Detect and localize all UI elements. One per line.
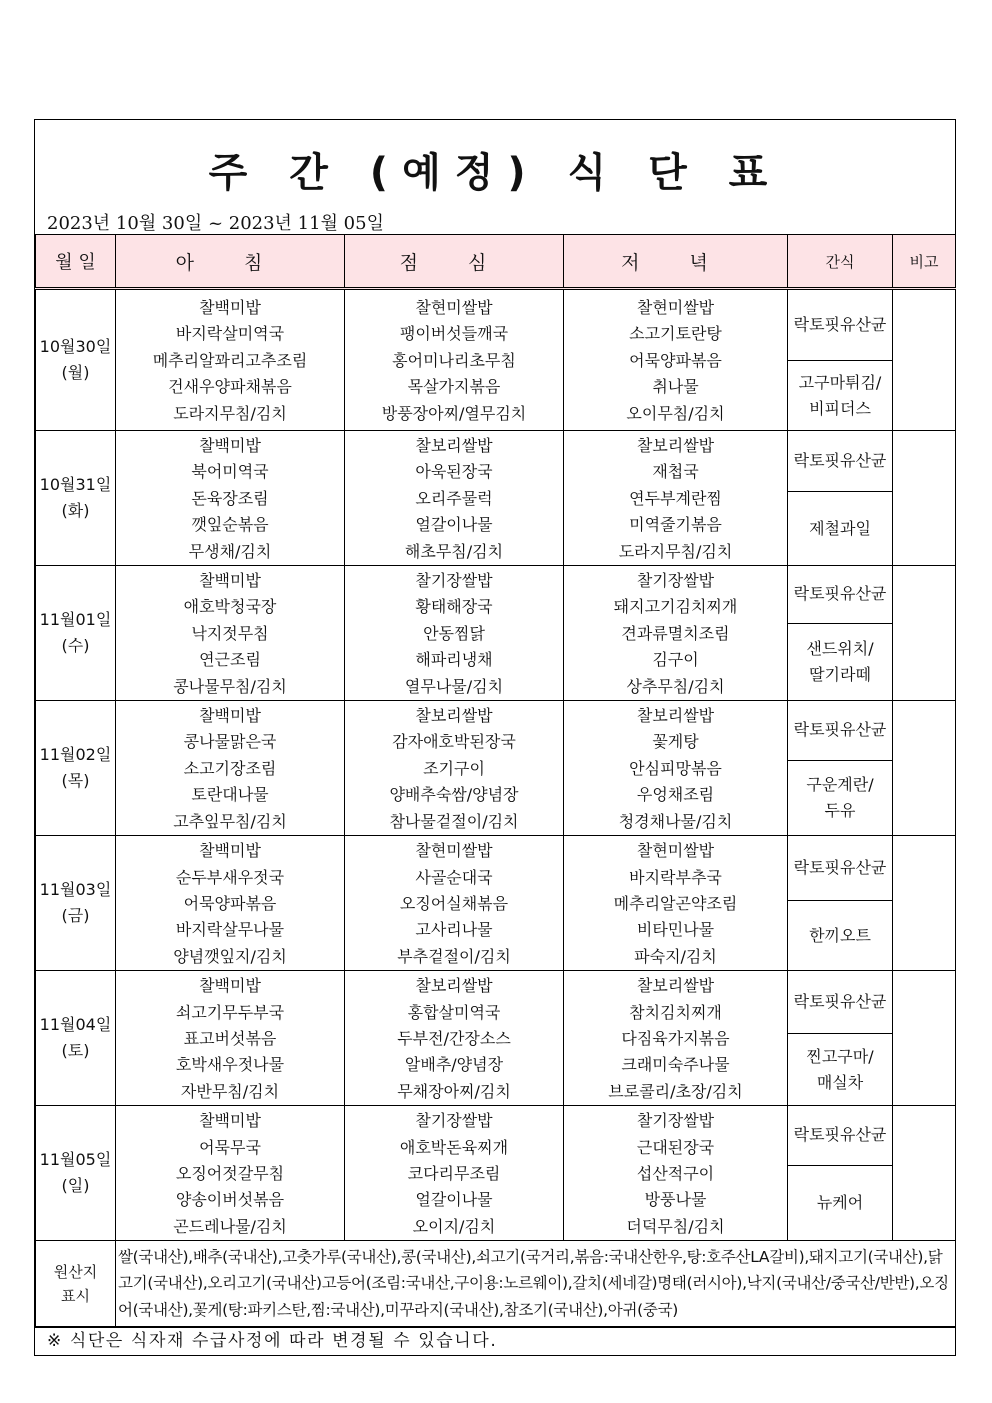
dinner-item: 비타민나물 [636,920,715,940]
lunch-item: 얼갈이나물 [415,515,493,535]
snack-line: 비피더스 [809,398,871,418]
lunch-item: 찰기장쌀밥 [415,1111,493,1131]
day-cell [36,566,116,701]
day-date: 11월04일 [39,1015,112,1035]
header-snack: 간식 [788,235,893,289]
origin-row [36,1241,956,1327]
dinner-item: 찰보리쌀밥 [636,436,715,455]
breakfast-item: 양념깻잎지/김치 [173,946,287,966]
breakfast-item: 돈육장조림 [191,488,269,508]
header-breakfast: 아 침 [116,235,345,289]
lunch-item: 오이지/김치 [412,1216,496,1236]
lunch-cell [345,701,564,836]
lunch-cell [345,1106,564,1241]
dinner-item: 도라지무침/김치 [618,541,733,561]
lunch-item: 오리주물럭 [415,488,493,508]
breakfast-cell [116,1106,345,1241]
dinner-item: 연두부계란찜 [629,488,722,508]
menu-sheet [34,119,956,1356]
dinner-cell [564,289,788,431]
snack-cell [788,760,893,835]
lunch-cell [345,836,564,971]
snack-probiotic: 락토핏유산균 [788,431,893,492]
lunch-item: 찰현미쌀밥 [415,297,493,317]
lunch-item: 애호박돈육찌개 [399,1137,509,1157]
lunch-item: 찰보리쌀밥 [415,706,493,726]
snack-line: 샌드위치/ [806,638,874,658]
lunch-item: 팽이버섯들깨국 [399,324,509,344]
dinner-item: 찰보리쌀밥 [636,976,715,996]
breakfast-item: 어묵무국 [199,1137,261,1157]
origin-label [36,1241,116,1327]
snack-line: 두유 [824,800,856,820]
snack-probiotic: 락토핏유산균 [788,971,893,1034]
lunch-item: 사골순대국 [415,867,493,887]
note-cell [893,701,956,836]
note-cell [893,1106,956,1241]
lunch-item: 얼갈이나물 [415,1190,493,1210]
dinner-item: 견과류멸치조림 [621,623,730,643]
breakfast-item: 표고버섯볶음 [183,1028,277,1048]
dinner-item: 우엉채조림 [636,785,715,805]
lunch-cell [345,289,564,431]
lunch-item: 황태해장국 [415,597,493,617]
snack-line: 뉴케어 [816,1192,864,1212]
dinner-item: 찰보리쌀밥 [636,706,715,726]
snack-line: 고구마튀김/ [798,372,882,392]
day-row [36,566,956,624]
breakfast-item: 무생채/김치 [188,541,272,561]
snack-line: 매실차 [816,1072,864,1092]
header-dinner: 저 녁 [564,235,788,289]
day-weekday: (일) [61,1176,90,1196]
breakfast-item: 찰백미밥 [199,571,261,591]
day-weekday: (금) [61,906,90,926]
dinner-item: 찰현미쌀밥 [636,297,715,317]
day-weekday: (월) [61,363,90,382]
breakfast-item: 도라지무침/김치 [173,403,287,423]
day-row [36,701,956,761]
day-date: 10월31일 [39,475,112,495]
lunch-item: 참나물겉절이/김치 [389,811,519,831]
breakfast-cell [116,836,345,971]
breakfast-item: 바지락살미역국 [175,324,285,344]
dinner-item: 근대된장국 [636,1137,715,1157]
lunch-item: 양배추숙쌈/양념장 [389,785,519,805]
day-date: 11월03일 [39,880,112,900]
dinner-item: 더덕무침/김치 [626,1216,725,1236]
header-row [36,235,956,289]
breakfast-cell [116,566,345,701]
day-cell [36,431,116,566]
day-cell [36,836,116,971]
lunch-item: 알배추/양념장 [404,1055,504,1075]
lunch-item: 찰기장쌀밥 [415,571,493,591]
day-weekday: (토) [61,1041,90,1061]
dinner-item: 섭산적구이 [636,1163,715,1183]
lunch-item: 홍어미나리초무침 [392,350,516,370]
snack-cell [788,492,893,566]
snack-probiotic: 락토핏유산균 [788,701,893,761]
dinner-item: 바지락부추국 [629,867,722,887]
lunch-item: 무채장아찌/김치 [397,1081,511,1101]
lunch-item: 목살가지볶음 [407,377,501,397]
dinner-item: 어묵양파볶음 [629,350,722,370]
day-row [36,431,956,492]
breakfast-item: 소고기장조림 [183,758,277,778]
origin-text: 쌀(국내산),배추(국내산),고춧가루(국내산),콩(국내산),쇠고기(국거리,볶음:국내산한우,탕:호주산LA갈비),돼지고기(국내산),닭고기(국내산),오리고기(국내산)고등어(조림:국내산,구이용:노르웨이),갈치(세네갈)명태(러시아),낙지(국내산/중국산/반반),오징어(국내산),꽃게(탕:파키스탄,찜:국내산),미꾸라지(국내산),참조기(국내산),아귀(중국) [116,1241,956,1327]
menu-table [35,234,956,1327]
breakfast-item: 찰백미밥 [199,841,261,861]
day-cell [36,289,116,431]
lunch-item: 조기구이 [423,758,485,778]
dinner-item: 안심피망볶음 [629,758,722,778]
snack-cell [788,900,893,970]
breakfast-item: 찰백미밥 [199,706,261,726]
snack-probiotic: 락토핏유산균 [788,1106,893,1166]
breakfast-item: 건새우양파채볶음 [168,377,292,397]
snack-line: 딸기라떼 [809,664,871,684]
lunch-item: 오징어실채볶음 [399,893,509,913]
day-weekday: (목) [61,771,90,791]
snack-probiotic: 락토핏유산균 [788,836,893,901]
day-weekday: (화) [61,501,90,521]
period-range: 2023년 10월 30일 ~ 2023년 11월 05일 [47,213,384,234]
snack-cell [788,1165,893,1241]
day-date: 11월05일 [39,1150,112,1170]
day-row [36,289,956,361]
snack-line: 찐고구마/ [806,1046,874,1066]
lunch-item: 감자애호박된장국 [392,732,516,752]
snack-cell [788,623,893,700]
day-date: 11월01일 [39,610,112,630]
menu-body [36,289,956,1241]
dinner-item: 찰현미쌀밥 [636,841,715,861]
breakfast-item: 연근조림 [199,650,261,670]
day-date: 10월30일 [39,337,112,356]
dinner-item: 취나물 [652,377,699,397]
day-row [36,971,956,1034]
dinner-item: 파숙지/김치 [634,946,717,966]
dinner-cell [564,701,788,836]
lunch-item: 코다리무조림 [407,1163,501,1183]
breakfast-item: 곤드레나물/김치 [173,1216,287,1236]
breakfast-item: 애호박청국장 [183,597,277,617]
snack-line: 한끼오트 [809,925,871,945]
note-cell [893,289,956,431]
breakfast-cell [116,289,345,431]
breakfast-item: 고추잎무침/김치 [173,811,287,831]
dinner-item: 브로콜리/초장/김치 [608,1081,743,1101]
breakfast-item: 자반무침/김치 [180,1081,280,1101]
header-note: 비고 [893,235,956,289]
dinner-item: 다짐육가지볶음 [621,1028,730,1048]
snack-cell [788,361,893,431]
day-row [36,836,956,901]
breakfast-item: 순두부새우젓국 [175,867,285,887]
snack-probiotic: 락토핏유산균 [788,566,893,624]
dinner-cell [564,566,788,701]
dinner-cell [564,836,788,971]
day-date: 11월02일 [39,745,112,765]
note-cell [893,971,956,1106]
breakfast-item: 바지락살무나물 [175,920,285,940]
dinner-item: 꽃게탕 [652,732,699,752]
dinner-item: 크래미숙주나물 [621,1055,730,1075]
dinner-item: 청경채나물/김치 [618,811,733,831]
breakfast-item: 찰백미밥 [199,976,261,996]
breakfast-item: 깻잎순볶음 [191,515,269,535]
header-day: 월 일 [36,235,116,289]
dinner-cell [564,971,788,1106]
breakfast-item: 어묵양파볶음 [183,893,277,913]
dinner-item: 찰기장쌀밥 [636,1111,715,1131]
dinner-item: 김구이 [652,650,699,670]
dinner-item: 미역줄기볶음 [629,515,722,535]
footnote: ※ 식단은 식자재 수급사정에 따라 변경될 수 있습니다. [35,1327,955,1355]
origin-label-line2: 표시 [61,1286,90,1305]
lunch-item: 부추겉절이/김치 [397,946,511,966]
lunch-item: 해파리냉채 [415,650,493,670]
breakfast-cell [116,701,345,836]
page-title: 주 간 (예정) 식 단 표 [208,149,782,196]
dinner-item: 찰기장쌀밥 [636,571,715,591]
day-cell [36,1106,116,1241]
dinner-cell [564,431,788,566]
dinner-item: 돼지고기김치찌개 [613,597,738,617]
breakfast-item: 북어미역국 [191,462,269,482]
header-lunch: 점 심 [345,235,564,289]
snack-cell [788,1034,893,1106]
dinner-item: 오이무침/김치 [626,403,725,423]
lunch-item: 열무나물/김치 [404,676,504,696]
dinner-item: 소고기토란탕 [629,324,722,344]
lunch-cell [345,431,564,566]
lunch-item: 홍합살미역국 [407,1002,501,1022]
breakfast-item: 콩나물맑은국 [183,732,277,752]
day-row [36,1106,956,1166]
lunch-item: 방풍장아찌/열무김치 [381,403,527,423]
day-cell [36,971,116,1106]
breakfast-item: 찰백미밥 [199,1111,261,1131]
snack-line: 제철과일 [809,518,871,538]
note-cell [893,566,956,701]
breakfast-item: 찰백미밥 [199,436,261,455]
breakfast-cell [116,431,345,566]
breakfast-item: 메추리알꽈리고추조림 [152,350,308,370]
dinner-item: 참치김치찌개 [629,1002,722,1022]
snack-line: 구운계란/ [806,774,874,794]
day-cell [36,701,116,836]
breakfast-item: 쇠고기무두부국 [175,1002,285,1022]
lunch-item: 고사리나물 [415,920,493,940]
breakfast-cell [116,971,345,1106]
lunch-item: 찰보리쌀밥 [415,976,493,996]
dinner-item: 메추리알곤약조림 [613,893,738,913]
lunch-item: 아욱된장국 [415,462,493,482]
origin-label-line1: 원산지 [53,1262,98,1281]
dinner-item: 상추무침/김치 [626,676,725,696]
note-cell [893,836,956,971]
note-cell [893,431,956,566]
lunch-item: 찰현미쌀밥 [415,841,493,861]
dinner-cell [564,1106,788,1241]
lunch-item: 찰보리쌀밥 [415,436,493,455]
dinner-item: 방풍나물 [644,1190,707,1210]
breakfast-item: 찰백미밥 [199,297,261,317]
breakfast-item: 양송이버섯볶음 [175,1190,285,1210]
breakfast-item: 콩나물무침/김치 [173,676,287,696]
breakfast-item: 토란대나물 [191,785,269,805]
snack-probiotic: 락토핏유산균 [788,289,893,361]
breakfast-item: 호박새우젓나물 [175,1055,285,1075]
lunch-item: 두부전/간장소스 [397,1028,511,1048]
lunch-cell [345,566,564,701]
day-weekday: (수) [61,636,90,656]
lunch-item: 안동찜닭 [423,623,485,643]
lunch-cell [345,971,564,1106]
dinner-item: 재첩국 [652,462,699,482]
lunch-item: 해초무침/김치 [404,541,504,561]
breakfast-item: 낙지젓무침 [191,623,269,643]
breakfast-item: 오징어젓갈무침 [175,1163,285,1183]
